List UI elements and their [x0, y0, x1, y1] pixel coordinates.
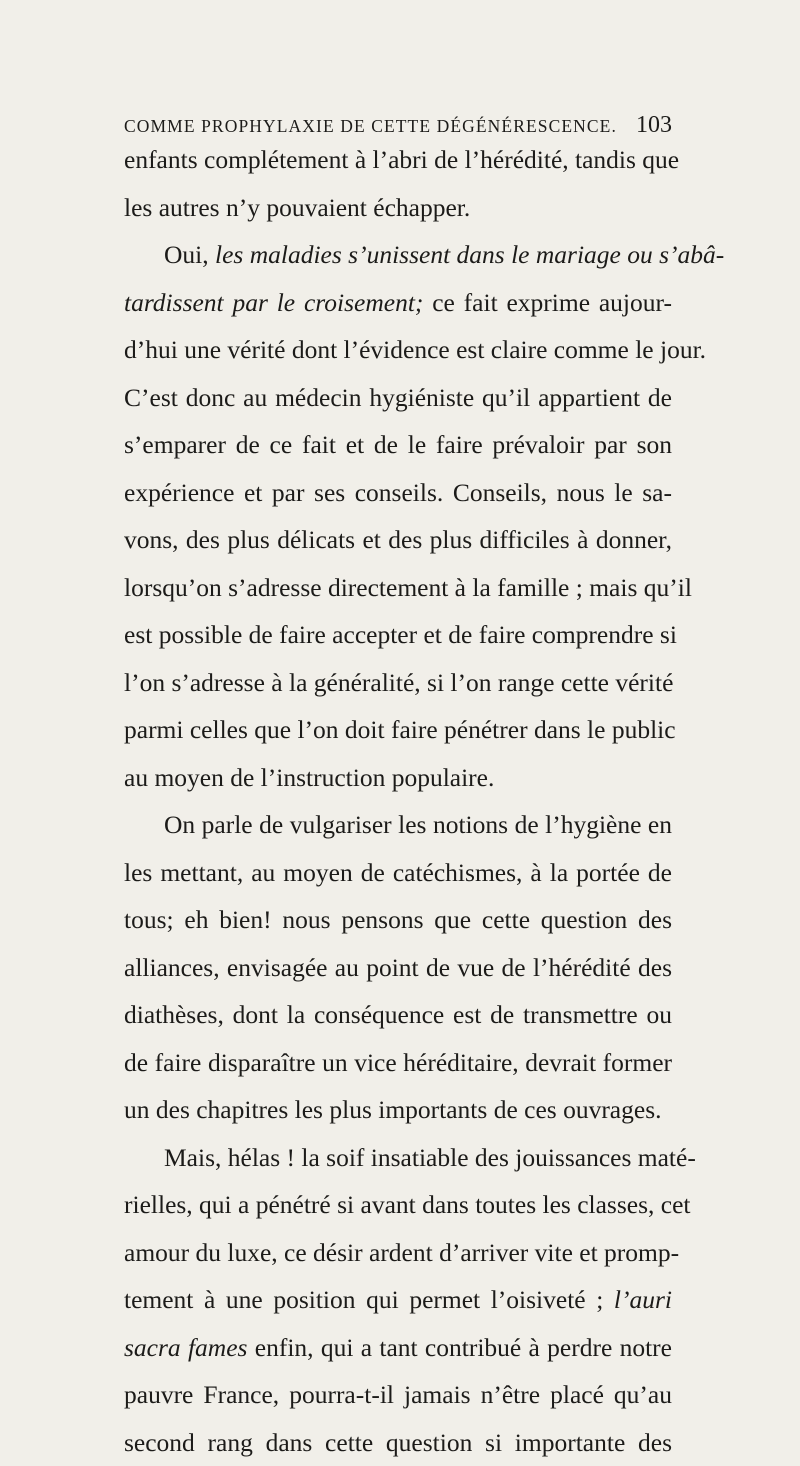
text-line	[124, 706, 672, 754]
text-line	[124, 326, 672, 374]
text-line	[124, 1324, 672, 1372]
text-line	[124, 659, 672, 707]
text-segment: lorsqu’on s’adresse directement à la famille ; mais qu’il	[124, 573, 692, 602]
text-line	[124, 944, 672, 992]
text-line	[124, 1134, 672, 1182]
italic-text: tardissent par le croisement;	[124, 288, 423, 317]
italic-text: sacra fames	[124, 1333, 247, 1362]
text-segment: d’hui une vérité dont l’évidence est claire comme le jour.	[124, 335, 706, 364]
text-segment: un des chapitres les plus importants de ces ouvrages.	[124, 1095, 662, 1124]
text-segment: s’emparer de ce fait et de le faire prévaloir par son	[124, 430, 672, 459]
text-line	[124, 1276, 672, 1324]
text-segment: rielles, qui a pénétré si avant dans toutes les classes, cet	[124, 1190, 690, 1219]
text-line	[124, 469, 672, 517]
text-segment: Mais, hélas ! la soif insatiable des jouissances maté-	[164, 1143, 696, 1172]
text-line	[124, 896, 672, 944]
text-line	[124, 1039, 672, 1087]
text-segment: l’on s’adresse à la généralité, si l’on range cette vérité	[124, 668, 673, 697]
text-line	[124, 1086, 672, 1134]
text-segment: vons, des plus délicats et des plus difficiles à donner,	[124, 525, 672, 554]
text-line	[124, 136, 672, 184]
text-line	[124, 849, 672, 897]
text-segment: tement à une position qui permet l’oisiveté ;	[124, 1285, 614, 1314]
text-segment: expérience et par ses conseils. Conseils, nous le sa-	[124, 478, 672, 507]
text-segment: Oui,	[164, 240, 215, 269]
italic-text: l’auri	[614, 1285, 672, 1314]
text-segment: On parle de vulgariser les notions de l’hygiène en	[164, 810, 672, 839]
text-line	[124, 1419, 672, 1466]
running-title: COMME PROPHYLAXIE DE CETTE DÉGÉNÉRESCENCE.	[124, 116, 617, 137]
text-segment: C’est donc au médecin hygiéniste qu’il appartient de	[124, 383, 672, 412]
body-text	[124, 136, 672, 1466]
text-segment: alliances, envisagée au point de vue de l’hérédité des	[124, 953, 672, 982]
text-segment: tous; eh bien! nous pensons que cette question des	[124, 905, 672, 934]
text-segment: les autres n’y pouvaient échapper.	[124, 193, 470, 222]
text-segment: les mettant, au moyen de catéchismes, à la portée de	[124, 858, 672, 887]
text-segment: pauvre France, pourra-t-il jamais n’être placé qu’au	[124, 1380, 672, 1409]
text-line	[124, 1371, 672, 1419]
text-line	[124, 611, 672, 659]
text-line	[124, 991, 672, 1039]
text-segment: parmi celles que l’on doit faire pénétrer dans le public	[124, 715, 676, 744]
text-line	[124, 184, 672, 232]
text-segment: de faire disparaître un vice héréditaire, devrait former	[124, 1048, 672, 1077]
text-line	[124, 1181, 672, 1229]
text-line	[124, 421, 672, 469]
text-segment: second rang dans cette question si importante des	[124, 1428, 672, 1457]
text-segment: est possible de faire accepter et de faire comprendre si	[124, 620, 677, 649]
text-segment: enfants complétement à l’abri de l’hérédité, tandis que	[124, 145, 679, 174]
text-line	[124, 754, 672, 802]
page-number: 103	[636, 112, 672, 139]
text-line	[124, 279, 672, 327]
text-segment: au moyen de l’instruction populaire.	[124, 763, 494, 792]
text-line	[124, 374, 672, 422]
text-segment: enfin, qui a tant contribué à perdre notre	[247, 1333, 672, 1362]
text-line	[124, 231, 672, 279]
text-segment: diathèses, dont la conséquence est de transmettre ou	[124, 1000, 672, 1029]
text-line	[124, 564, 672, 612]
text-segment: amour du luxe, ce désir ardent d’arriver vite et promp-	[124, 1238, 679, 1267]
text-line	[124, 801, 672, 849]
text-line	[124, 1229, 672, 1277]
text-line	[124, 516, 672, 564]
text-segment: ce fait exprime aujour-	[423, 288, 672, 317]
italic-text: les maladies s’unissent dans le mariage ou s’abâ-	[215, 240, 724, 269]
